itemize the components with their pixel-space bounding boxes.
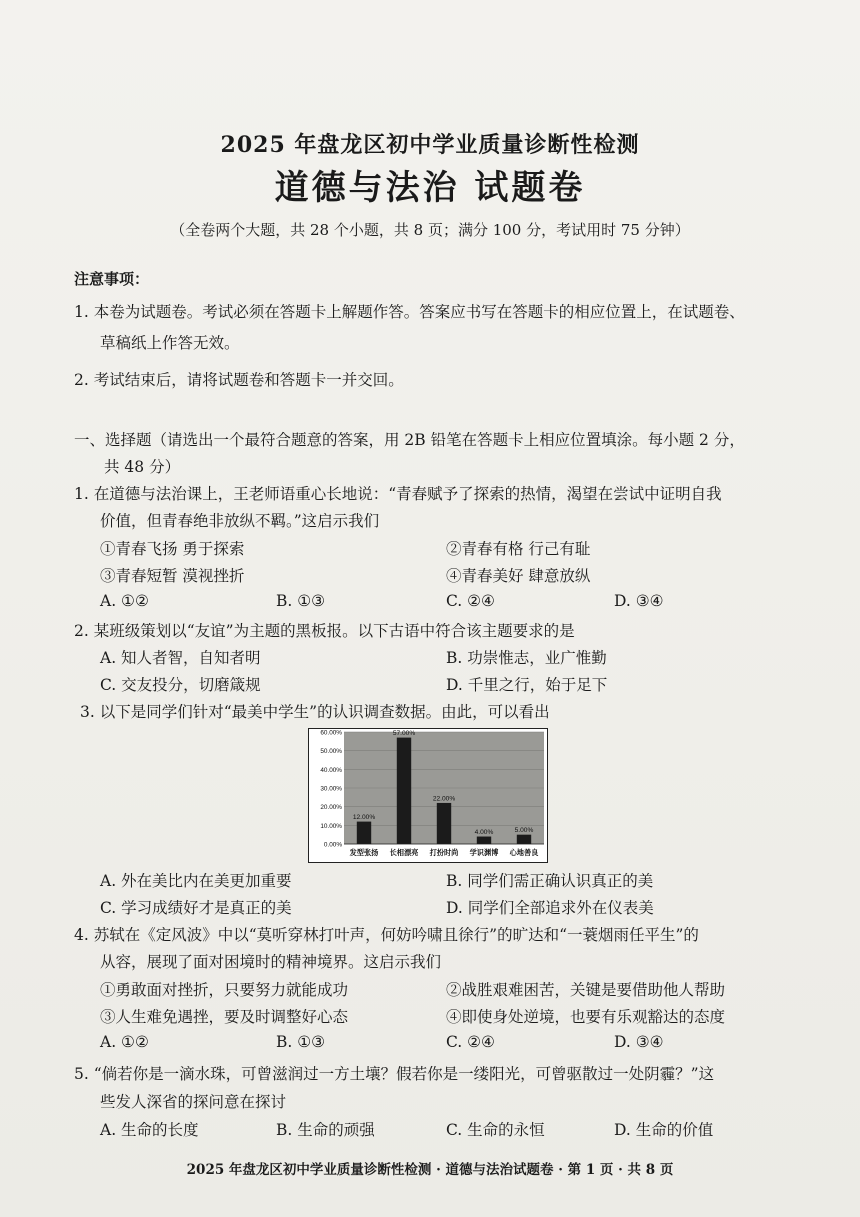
q4-statement-3: ③人生难免遇挫，要及时调整好心态 [100,1008,349,1026]
q2-stem: 2. 某班级策划以“友谊”为主题的黑板报。以下古语中符合该主题要求的是 [74,622,575,640]
chart-x-tick-label: 长相漂亮 [389,848,419,857]
chart-y-tick-label: 30.00% [320,785,342,793]
q5-stem: 5. “倘若你是一滴水珠，可曾滋润过一方土壤？假若你是一缕阳光，可曾驱散过一处阴霾？”这 [74,1065,715,1083]
subject-title: 道德与法治 试题卷 [274,168,586,208]
q3-option-c: C. 学习成绩好才是真正的美 [100,899,292,917]
chart-y-tick-label: 50.00% [320,748,342,756]
q3-option-d: D. 同学们全部追求外在仪表美 [446,899,654,917]
q2-option-b: B. 功崇惟志，业广惟勤 [446,649,607,667]
bleed-through-text [470,100,485,121]
notice-item-2: 2. 考试结束后，请将试题卷和答题卡一并交回。 [74,371,404,389]
notice-title: 注意事项： [74,270,150,288]
chart-data-label: 22.00% [432,795,456,803]
q4-statement-1: ①勇敢面对挫折，只要努力就能成功 [100,981,349,999]
q5-stem-cont: 些发人深省的探问意在探讨 [100,1093,287,1111]
q1-statement-4: ④青春美好 肆意放纵 [446,567,591,585]
q1-stem: 1. 在道德与法治课上，王老师语重心长地说：“青春赋予了探索的热情，渴望在尝试中证明自我 [74,485,722,503]
q4-option-b: B. ①③ [276,1033,326,1051]
q4-stem-cont: 从容，展现了面对困境时的精神境界。这启示我们 [100,953,442,971]
q4-option-d: D. ③④ [614,1033,664,1051]
q4-statement-2: ②战胜艰难困苦，关键是要借助他人帮助 [446,981,726,999]
chart-data-label: 4.00% [474,829,494,837]
chart-y-tick-label: 20.00% [320,804,342,812]
q1-option-b: B. ①③ [276,592,326,610]
chart-bar [397,738,411,844]
chart-bar [517,835,531,844]
q1-statement-1: ①青春飞扬 勇于探索 [100,540,245,558]
chart-x-tick-label: 打扮时尚 [429,848,459,857]
q2-option-a: A. 知人者智，自知者明 [100,649,261,667]
q1-statement-2: ②青春有格 行己有耻 [446,540,591,558]
chart-y-tick-label: 10.00% [320,822,342,830]
chart-bar [437,803,451,844]
chart-x-tick-label: 心地善良 [509,848,539,857]
notice-item-1: 1. 本卷为试题卷。考试必须在答题卡上解题作答。答案应书写在答题卡的相应位置上，在试题卷、 [74,303,745,321]
chart-y-tick-label: 40.00% [320,766,342,774]
q2-option-c: C. 交友投分，切磨箴规 [100,676,261,694]
q3-option-a: A. 外在美比内在美更加重要 [100,872,292,890]
q1-option-d: D. ③④ [614,592,664,610]
page-footer: 2025 年盘龙区初中学业质量诊断性检测 · 道德与法治试题卷 · 第 1 页 · 共 8 页 [186,1162,674,1178]
q1-option-c: C. ②④ [446,592,495,610]
chart-svg [308,728,548,863]
q5-option-d: D. 生命的价值 [614,1121,714,1139]
chart-y-tick-label: 60.00% [320,729,342,737]
chart-data-label: 5.00% [514,827,534,835]
q2-option-d: D. 千里之行，始于足下 [446,676,608,694]
q4-option-c: C. ②④ [446,1033,495,1051]
q4-statement-4: ④即使身处逆境，也要有乐观豁达的态度 [446,1008,726,1026]
q1-stem-cont: 价值，但青春绝非放纵不羁。”这启示我们 [100,512,380,530]
chart-x-tick-label: 发型张扬 [349,848,379,857]
q4-stem: 4. 苏轼在《定风波》中以“莫听穿林打叶声，何妨吟啸且徐行”的旷达和“一蓑烟雨任平生”的 [74,926,699,944]
q5-option-c: C. 生命的永恒 [446,1121,545,1139]
chart-data-label: 12.00% [352,814,376,822]
chart-data-label: 57.00% [392,730,416,738]
chart-x-tick-label: 学识渊博 [469,848,499,857]
exam-title: 2025 年盘龙区初中学业质量诊断性检测 [220,132,640,158]
q3-option-b: B. 同学们需正确认识真正的美 [446,872,654,890]
q1-option-a: A. ①② [100,592,149,610]
exam-info: （全卷两个大题，共 28 个小题，共 8 页；满分 100 分，考试用时 75 分钟） [170,221,690,239]
notice-item-1-cont: 草稿纸上作答无效。 [100,334,240,352]
q5-option-b: B. 生命的顽强 [276,1121,375,1139]
q1-statement-3: ③青春短暂 漠视挫折 [100,567,245,585]
q3-stem: 3. 以下是同学们针对“最美中学生”的认识调查数据。由此，可以看出 [80,703,550,721]
chart-bar [477,837,491,844]
survey-bar-chart [308,728,548,863]
q4-option-a: A. ①② [100,1033,149,1051]
section-1-heading: 一、选择题（请选出一个最符合题意的答案，用 2B 铅笔在答题卡上相应位置填涂。每小题 2 分， [74,431,745,449]
section-1-heading-cont: 共 48 分） [104,458,181,476]
chart-bar [357,822,371,844]
chart-y-tick-label: 0.00% [323,841,342,849]
q5-option-a: A. 生命的长度 [100,1121,199,1139]
